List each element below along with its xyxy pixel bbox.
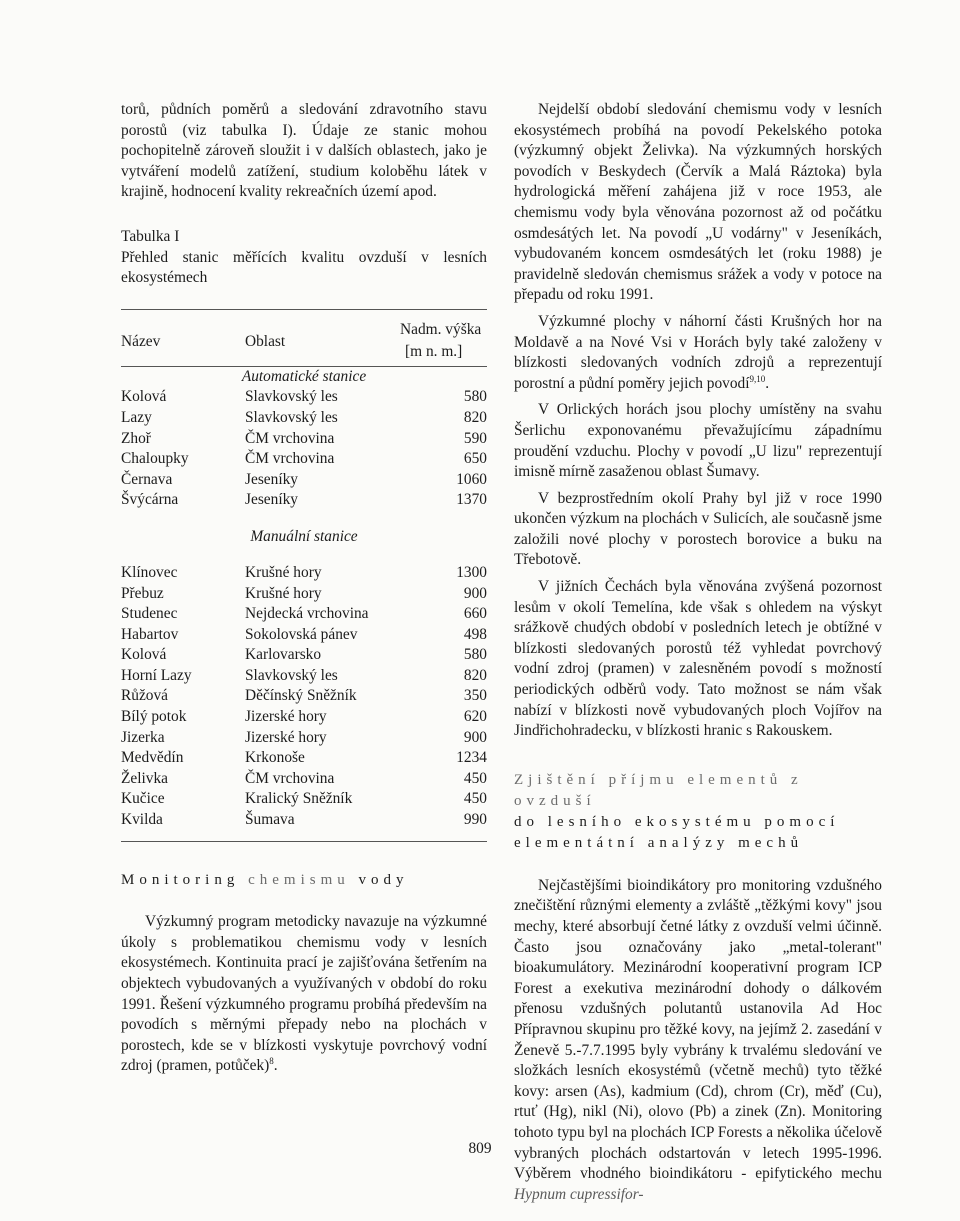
table-row (121, 429, 487, 450)
cell-area: Jeseníky (245, 470, 299, 488)
cell-altitude: 450 (463, 769, 487, 787)
table-row (121, 408, 487, 429)
footnote-ref: 9,10 (749, 373, 766, 384)
cell-name: Kolová (121, 646, 167, 664)
left-column (121, 100, 487, 1077)
cell-altitude: 1370 (456, 491, 487, 509)
table-row (121, 789, 487, 810)
cell-name: Bílý potok (121, 708, 187, 726)
cell-name: Horní Lazy (121, 666, 192, 684)
heading-line: do lesního ekosystému pomocí (514, 813, 840, 830)
cell-altitude: 1234 (456, 749, 487, 767)
cell-altitude: 660 (463, 605, 487, 623)
col-header-name: Název (121, 332, 161, 350)
section-title-automatic: Automatické stanice (241, 367, 367, 385)
cell-area: Slavkovský les (245, 408, 338, 426)
cell-name: Černava (121, 470, 173, 488)
cell-area: ČM vrchovina (245, 429, 335, 447)
cell-altitude: 350 (463, 687, 487, 705)
section-title-manual: Manuální stanice (250, 527, 358, 545)
cell-altitude: 650 (463, 450, 487, 468)
cell-name: Kučice (121, 790, 165, 808)
cell-name: Růžová (121, 687, 169, 705)
cell-name: Kvilda (121, 811, 163, 829)
table-row (121, 769, 487, 790)
heading-word: chemismu (248, 871, 350, 888)
cell-area: Krkonoše (245, 749, 305, 767)
cell-altitude: 620 (463, 708, 487, 726)
cell-altitude: 820 (463, 408, 487, 426)
section-heading-row (121, 367, 487, 388)
table-row (121, 449, 487, 470)
cell-area: Krušné hory (245, 584, 322, 602)
stations-table (121, 367, 487, 831)
table-row (121, 707, 487, 728)
cell-altitude: 1060 (456, 470, 487, 488)
section-heading-elements (514, 770, 882, 854)
cell-name: Želivka (121, 769, 169, 787)
paragraph (514, 312, 882, 394)
paragraph: V bezprostředním okolí Prahy byl již v roce 1990 ukončen výzkum na plochách v Sulicích, ale současně jsme založili nové plochy v porostech borovice a buku na Třebotově. (514, 489, 882, 569)
cell-altitude: 900 (463, 584, 487, 602)
italic-species-name: Hypnum cupressifor- (514, 1185, 644, 1203)
col-header-area: Oblast (245, 332, 286, 350)
cell-altitude: 820 (463, 666, 487, 684)
heading-word: vody (358, 871, 409, 888)
table-row (121, 748, 487, 769)
cell-area: Děčínský Sněžník (245, 687, 357, 705)
cell-altitude: 580 (463, 646, 487, 664)
cell-name: Habartov (121, 625, 179, 643)
paragraph-end: . (765, 374, 770, 392)
cell-name: Chaloupky (121, 450, 189, 468)
cell-area: Nejdecká vrchovina (245, 605, 369, 623)
heading-word: Monitoring (121, 871, 240, 888)
table-row (121, 625, 487, 646)
paragraph: V Orlických horách jsou plochy umístěny na svahu Šerlichu exponovanému převažujícímu západnímu proudění vzduchu. Plochy v povodí „U lizu" reprezentují imisně mírně zasaženou oblast Šumavy. (514, 401, 882, 481)
cell-area: Šumava (245, 811, 295, 829)
table-row (121, 666, 487, 687)
cell-area: Jizerské hory (245, 708, 327, 726)
table-row (121, 810, 487, 831)
cell-area: Jizerské hory (245, 728, 327, 746)
table-row (121, 490, 487, 511)
table-row (121, 584, 487, 605)
paragraph-end: . (273, 1057, 278, 1075)
table-header (121, 310, 487, 366)
paragraph: Nejdelší období sledování chemismu vody v lesních ekosystémech probíhá na povodí Pekelského potoka (výzkumný objekt Želivka). Na výzkumných horských povodích v Beskydech (Červík a Malá Ráztoka) byla hydrologická měření zahájena již v roce 1953, ale chemismu vody byla věnována pozornost až od počátku osmdesátých let. Na povodí „U vodárny" v Jeseníkách, vybudovaném koncem osmdesátých let (roku 1988) je pravidelně sledován chemismus srážek a vody v potoce na přepadu od roku 1991. (514, 101, 882, 304)
table-row (121, 604, 487, 625)
table-caption-block (121, 227, 487, 289)
paragraph: V jižních Čechách byla věnována zvýšená pozornost lesům v okolí Temelína, kde však s ohledem na výskyt srážkově chudých období v posledních letech je obtížné v blízkosti sledovaných porostů též vyhledat povrchový vodní zdroj (pramen) v zalesněném povodí s možností periodických odběrů vody. Tato možnost se nám však nabízí v blízkosti nově vybudovaných ploch Vojířov na Jindřichohradecku, v blízkosti hranic s Rakouskem. (514, 578, 882, 740)
table-caption: Přehled stanic měřících kvalitu ovzduší v lesních ekosystémech (121, 248, 487, 287)
cell-area: Slavkovský les (245, 666, 338, 684)
paragraph-text: Výzkumný program metodicky navazuje na výzkumné úkoly s problematikou chemismu vody v lesních ekosystémech. Kontinuita prací je zajišťována šetřením na objektech vybudovaných a využívaných v období do roku 1991. Řešení výzkumného programu probíhá především na povodích s měrnými přepady nebo na plochách v porostech, kde se v blízkosti vyskytuje povrchový vodní zdroj (pramen, potůček) (121, 913, 487, 1075)
cell-altitude: 580 (463, 388, 487, 406)
cell-name: Švýcárna (121, 491, 179, 509)
paragraph-text: Výzkumné plochy v náhorní části Krušných hor na Moldavě a na Nové Vsi v Horách byly také založeny v blízkosti sledovaných vodních zdrojů a reprezentují porostní a půdní poměry jejich povodí (514, 312, 882, 392)
cell-altitude: 900 (463, 728, 487, 746)
cell-area: Krušné hory (245, 563, 322, 581)
right-column (514, 100, 882, 1205)
cell-area: Jeseníky (245, 491, 299, 509)
intro-paragraph: torů, půdních poměrů a sledování zdravotního stavu porostů (viz tabulka I). Údaje ze stanic mohou pochopitelně zároveň sloužit i v dalších oblastech, jako je vytváření modelů zatížení, studium koloběhu látek v krajině, hodnocení kvality rekreačních území apod. (121, 101, 487, 201)
footnote-ref: 8 (269, 1056, 274, 1067)
monitoring-paragraph (121, 912, 487, 1077)
cell-area: Kralický Sněžník (245, 790, 353, 808)
cell-area: Sokolovská pánev (245, 625, 358, 643)
page-number: 809 (468, 1140, 492, 1157)
col-header-altitude: Nadm. výška (400, 320, 482, 338)
section-heading-row (121, 511, 487, 563)
cell-area: Slavkovský les (245, 388, 338, 406)
cell-area: ČM vrchovina (245, 769, 335, 787)
table-label: Tabulka I (121, 227, 180, 245)
heading-line: elementátní analýzy mechů (514, 834, 804, 851)
table-row (121, 686, 487, 707)
cell-altitude: 990 (463, 811, 487, 829)
cell-name: Klínovec (121, 563, 178, 581)
table-bottom-rule (121, 841, 487, 842)
cell-name: Kolová (121, 388, 167, 406)
table-row (121, 470, 487, 491)
cell-area: Karlovarsko (245, 646, 322, 664)
cell-altitude: 498 (463, 625, 487, 643)
cell-name: Jizerka (121, 728, 165, 746)
table-row (121, 645, 487, 666)
table-row (121, 563, 487, 584)
table-row (121, 728, 487, 749)
cell-altitude: 590 (463, 429, 487, 447)
col-header-altitude-unit: [m n. m.] (405, 342, 463, 360)
cell-area: ČM vrchovina (245, 450, 335, 468)
cell-altitude: 1300 (456, 563, 487, 581)
cell-name: Medvědín (121, 749, 184, 767)
heading-line: Zjištění příjmu elementů z ovzduší (514, 771, 803, 809)
paragraph-text: Nejčastějšími bioindikátory pro monitoring vzdušného znečištění různými elementy a zvláště „těžkými kovy" jsou mechy, které absorbují četné látky z ovzduší velmi účinně. Často jsou označovány jako „metal-tolerant" bioakumulátory. Mezinárodní kooperativní program ICP Forest a exekutiva mezinárodní dohody o dálkovém přenosu vzdušných polutantů ustanovila Ad Hoc Přípravnou skupinu pro těžké kovy, na jejímž 2. zasedání v Ženevě 5.-7.7.1995 byly vybrány k trvalému sledování ve složkách lesních ekosystémů (včetně mechů) tyto těžké kovy: arsen (As), kadmium (Cd), chrom (Cr), měď (Cu), rtuť (Hg), nikl (Ni), olovo (Pb) a zinek (Zn). Monitoring tohoto typu byl na plochách ICP Forests a několika účelově vybraných plochách odstartován v letech 1995-1996. Výběrem vhodného bioindikátoru - epifytického mechu (514, 876, 882, 1183)
cell-name: Přebuz (121, 584, 164, 602)
table-row (121, 387, 487, 408)
cell-name: Zhoř (121, 429, 151, 447)
cell-name: Studenec (121, 605, 178, 623)
cell-name: Lazy (121, 408, 152, 426)
cell-altitude: 450 (463, 790, 487, 808)
section-heading-monitoring (121, 870, 487, 891)
